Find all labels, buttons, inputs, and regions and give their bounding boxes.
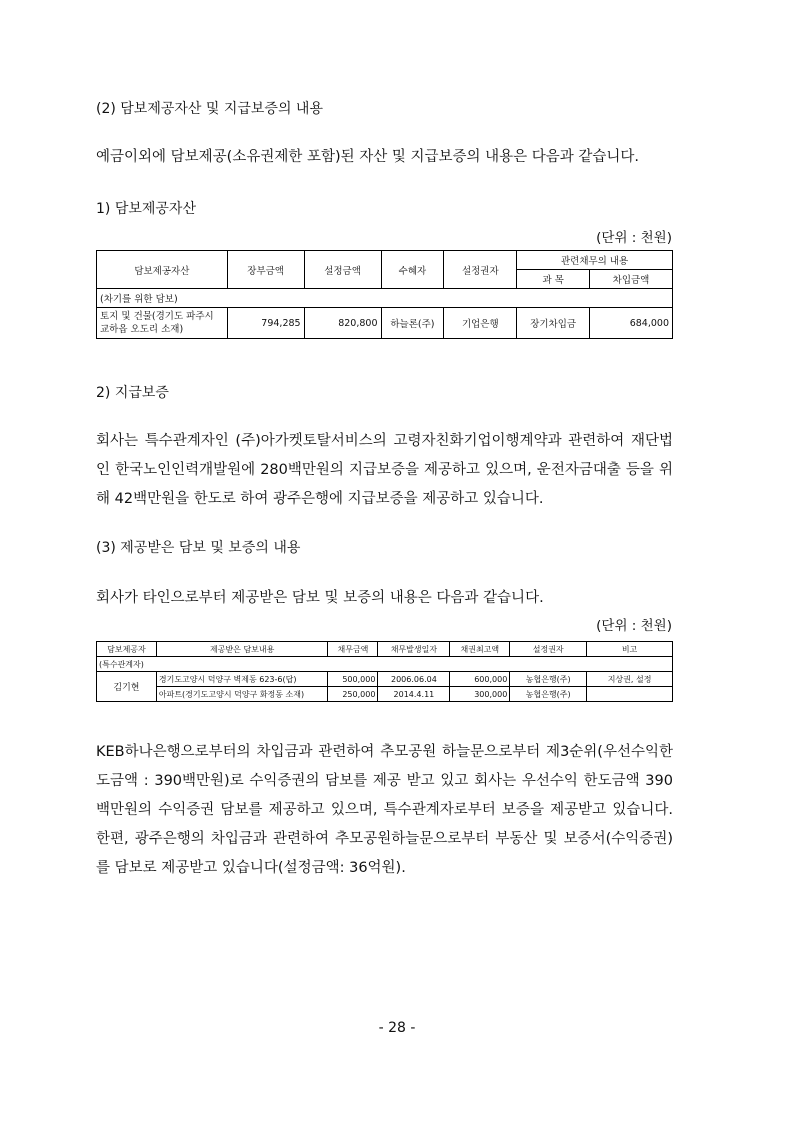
cell-provider: 김기현 (97, 672, 157, 702)
th-provider: 담보제공자 (97, 642, 157, 657)
cell-holder: 농협은행(주) (510, 672, 587, 687)
collateral-table (96, 250, 673, 339)
th-debt-group: 관련채무의 내용 (517, 251, 673, 270)
th-asset: 담보제공자산 (97, 251, 228, 289)
received-collateral-table (96, 641, 673, 702)
cell-content: 아파트(경기도고양시 덕양구 화정동 소재) (156, 687, 328, 702)
th-debt: 채무금액 (328, 642, 378, 657)
th-subject: 과 목 (517, 270, 590, 289)
cell-subject: 장기차입금 (517, 308, 590, 339)
unit-label-2: (단위 : 천원) (596, 618, 672, 634)
cell-borrowed: 684,000 (590, 308, 673, 339)
unit-label-1: (단위 : 천원) (596, 230, 672, 246)
cell-debt: 250,000 (328, 687, 378, 702)
cell-beneficiary: 하늘론(주) (381, 308, 444, 339)
th-holder: 설정권자 (444, 251, 517, 289)
th-date: 채무발생일자 (378, 642, 450, 657)
th-book: 장부금액 (227, 251, 304, 289)
table-row (97, 687, 673, 702)
th-note: 비고 (587, 642, 673, 657)
sub2-body: 회사는 특수관계자인 (주)아가켓토탈서비스의 고령자친화기업이행계약과 관련하여 재단법인 한국노인인력개발원에 280백만원의 지급보증을 제공하고 있으며, 운전자금대출 등을 위해 42백만원을 한도로 하여 광주은행에 지급보증을 제공하고 있습니다. (96, 433, 673, 507)
group-label: (특수관계자) (97, 657, 673, 672)
cell-max: 600,000 (450, 672, 510, 687)
cell-debt: 500,000 (328, 672, 378, 687)
final-body: KEB하나은행으로부터의 차입금과 관련하여 추모공원 하늘문으로부터 제3순위(우선수익한도금액 : 390백만원)로 수익증권의 담보를 제공 받고 있고 회사는 우선수익 한도금액 390백만원의 수익증권 담보를 제공하고 있으며, 특수관계자로부터 보증을 제공받고 있습니다. 한편, 광주은행의 차입금과 관련하여 추모공원하늘문으로부터 부동산 및 보증서(수익증권)를 담보로 제공받고 있습니다(설정금액: 36억원). (96, 744, 673, 876)
group-label: (차기를 위한 담보) (97, 289, 673, 308)
cell-date: 2006.06.04 (378, 672, 450, 687)
cell-content: 경기도고양시 덕양구 벽제동 623-6(답) (156, 672, 328, 687)
th-beneficiary: 수혜자 (381, 251, 444, 289)
table-row (97, 672, 673, 687)
section3-title: (3) 제공받은 담보 및 보증의 내용 (96, 540, 301, 556)
sub1-title: 1) 담보제공자산 (96, 201, 196, 217)
th-borrowed: 차입금액 (590, 270, 673, 289)
section3-intro: 회사가 타인으로부터 제공받은 담보 및 보증의 내용은 다음과 같습니다. (96, 590, 544, 606)
sub2-title: 2) 지급보증 (96, 385, 169, 401)
th-holder: 설정권자 (510, 642, 587, 657)
cell-date: 2014.4.11 (378, 687, 450, 702)
th-max: 채권최고액 (450, 642, 510, 657)
cell-holder: 농협은행(주) (510, 687, 587, 702)
section2-intro: 예금이외에 담보제공(소유권제한 포함)된 자산 및 지급보증의 내용은 다음과 같습니다. (96, 149, 640, 165)
cell-note: 지상권, 설정 (587, 672, 673, 687)
cell-max: 300,000 (450, 687, 510, 702)
cell-holder: 기업은행 (444, 308, 517, 339)
th-set-amount: 설정금액 (304, 251, 381, 289)
section2-title: (2) 담보제공자산 및 지급보증의 내용 (96, 101, 323, 117)
page-number: - 28 - (378, 1020, 416, 1036)
cell-book: 794,285 (227, 308, 304, 339)
cell-note (587, 687, 673, 702)
cell-set-amount: 820,800 (304, 308, 381, 339)
th-content: 제공받은 담보내용 (156, 642, 328, 657)
cell-asset: 토지 및 건물(경기도 파주시 교하읍 오도리 소재) (97, 308, 228, 339)
